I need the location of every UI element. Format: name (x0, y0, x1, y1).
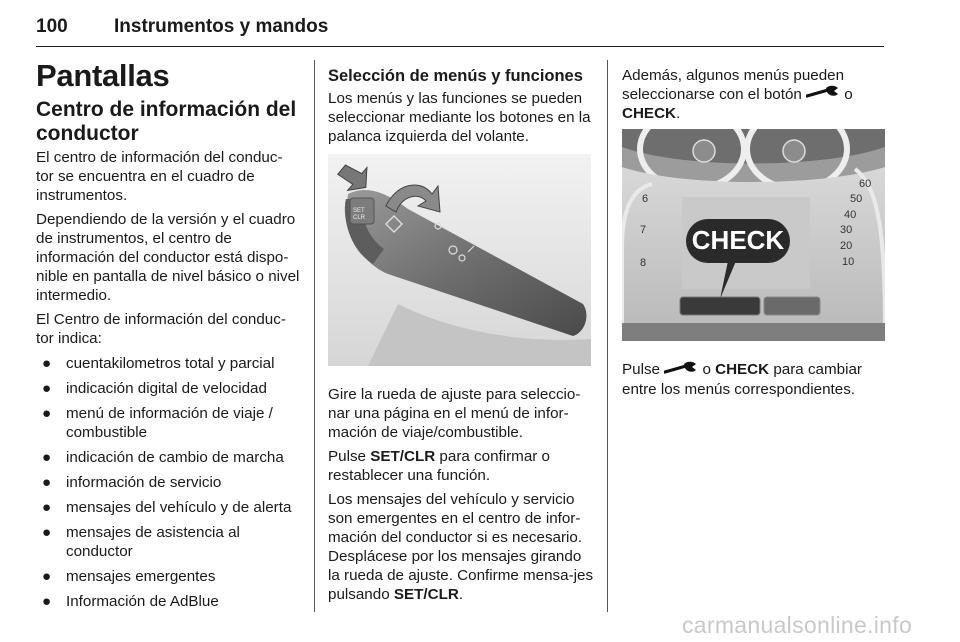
setclr-label: SET/CLR (393, 586, 459, 603)
bullet-icon: ● (42, 405, 52, 422)
list-item: ● cuentakilometros total y parcial (42, 355, 275, 372)
list-item: ● indicación digital de velocidad (42, 380, 267, 397)
bullet-icon: ● (42, 568, 52, 585)
list-item: ● Información de AdBlue (42, 593, 219, 610)
feature-list (36, 354, 300, 611)
gauge-tick: 30 (840, 224, 853, 237)
list-item: ● indicación de cambio de marcha (42, 449, 284, 466)
bullet-icon: ● (42, 380, 52, 397)
paragraph-indicates: El Centro de información del conduc-tor indica: (36, 311, 286, 347)
paragraph-messages: Los mensajes del vehículo y servicio son emergentes en el centro de infor-mación del conductor si es necesario. Desplácese por los mensajes girando la rueda de ajuste. Confirme mensa-jes pulsando SET/CLR. (328, 491, 594, 603)
paragraph-check: Además, algunos menús pueden seleccionarse con el botón o CHECK. (622, 67, 853, 123)
gauge-tick: 20 (840, 240, 853, 253)
paragraph-versions: Dependiendo de la versión y el cuadro de instrumentos, el centro de información del conductor está dispo-nible en pantalla de nivel básico o nivel intermedio. (36, 211, 300, 304)
gauge-tick: 60 (859, 178, 872, 191)
gauge-tick: 7 (640, 224, 647, 237)
svg-text:CLR: CLR (353, 215, 366, 221)
paragraph-location: El centro de información del conduc-tor se encuentra en el cuadro de instrumentos. (36, 149, 283, 204)
column-divider (607, 60, 608, 612)
gauge-tick: 50 (850, 193, 863, 206)
bullet-icon: ● (42, 524, 52, 541)
section-heading: Selección de menús y funciones (328, 67, 583, 85)
page-header (36, 14, 884, 47)
page-title: Pantallas (36, 58, 170, 93)
list-item: ● mensajes de asistencia al conductor (42, 524, 240, 560)
section-title: Instrumentos y mandos (114, 16, 329, 37)
paragraph-setclr: Pulse SET/CLR para confirmar o restablecer una función. (328, 448, 550, 484)
list-item: ● menú de información de viaje / combustible (42, 405, 273, 441)
bullet-icon: ● (42, 499, 52, 516)
check-label: CHECK (715, 361, 770, 379)
gauge-tick: 6 (642, 193, 649, 206)
svg-text:SET: SET (353, 208, 365, 214)
bullet-icon: ● (42, 474, 52, 491)
watermark: carmanualsonline.info (682, 612, 913, 638)
column-2 (328, 52, 594, 609)
page-number: 100 (36, 16, 68, 37)
gauge-tick: 10 (842, 256, 855, 269)
column-3 (622, 52, 888, 404)
paragraph-intro: Los menús y las funciones se pueden seleccionar mediante los botones en la palanca izquierda del volante. (328, 90, 591, 145)
check-callout-text: CHECK (691, 225, 785, 256)
setclr-label: SET/CLR (370, 448, 436, 465)
check-label: CHECK (622, 105, 677, 123)
column-1 (36, 52, 300, 617)
bullet-icon: ● (42, 355, 52, 372)
column-divider (314, 60, 315, 612)
list-item: ● mensajes del vehículo y de alerta (42, 499, 292, 516)
list-item: ● información de servicio (42, 474, 222, 491)
bullet-icon: ● (42, 449, 52, 466)
subsection-title: Centro de información del conductor (36, 98, 297, 145)
list-item: ● mensajes emergentes (42, 568, 216, 585)
gauge-tick: 8 (640, 257, 647, 270)
lever-illustration (328, 154, 591, 371)
gauge-tick: 40 (844, 209, 857, 222)
cluster-illustration (622, 129, 885, 346)
bullet-icon: ● (42, 593, 52, 610)
wrench-icon (806, 85, 840, 104)
paragraph-wheel: Gire la rueda de ajuste para seleccio-nar una página en el menú de infor-mación de viaje/combustible. (328, 386, 581, 441)
wrench-icon (664, 361, 698, 380)
paragraph-switch: Pulse o CHECK para cambiar entre los menús correspondientes. (622, 361, 862, 398)
